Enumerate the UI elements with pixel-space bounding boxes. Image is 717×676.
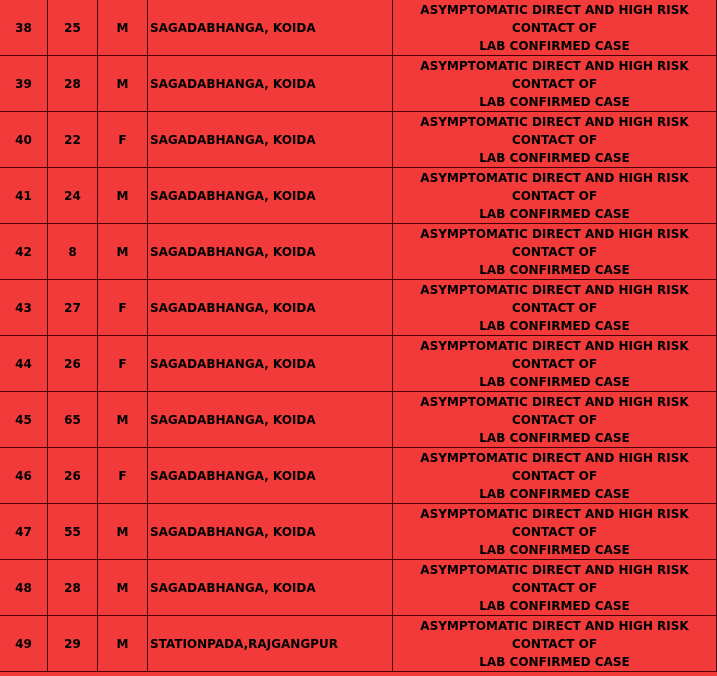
remarks-line-2: LAB CONFIRMED CASE — [479, 486, 630, 501]
sex: F — [118, 132, 127, 147]
sex: M — [116, 636, 129, 651]
address: SAGADABHANGA, KOIDA — [150, 356, 316, 371]
age: 55 — [64, 524, 81, 539]
table-row — [0, 56, 717, 112]
sex-cell[interactable] — [98, 224, 148, 279]
table-row — [0, 504, 717, 560]
address-cell[interactable] — [148, 56, 393, 111]
address-cell[interactable] — [148, 336, 393, 391]
serial-number-cell[interactable] — [0, 616, 48, 671]
address: SAGADABHANGA, KOIDA — [150, 524, 316, 539]
sex-cell[interactable] — [98, 336, 148, 391]
serial-number: 43 — [15, 300, 32, 315]
age: 22 — [64, 132, 81, 147]
remarks — [397, 113, 712, 167]
remarks-line-1: ASYMPTOMATIC DIRECT AND HIGH RISK CONTACT OF — [420, 170, 689, 203]
remarks-cell[interactable] — [393, 112, 717, 167]
remarks — [397, 281, 712, 335]
address-cell[interactable] — [148, 112, 393, 167]
remarks-line-1: ASYMPTOMATIC DIRECT AND HIGH RISK CONTACT OF — [420, 226, 689, 259]
table-row — [0, 336, 717, 392]
age-cell[interactable] — [48, 448, 98, 503]
address: STATIONPADA,RAJGANGPUR — [150, 636, 338, 651]
remarks-line-2: LAB CONFIRMED CASE — [479, 318, 630, 333]
table-row — [0, 0, 717, 56]
address: SAGADABHANGA, KOIDA — [150, 76, 316, 91]
sex: M — [116, 20, 129, 35]
serial-number: 44 — [15, 356, 32, 371]
sex: M — [116, 580, 129, 595]
serial-number: 40 — [15, 132, 32, 147]
address: SAGADABHANGA, KOIDA — [150, 300, 316, 315]
serial-number: 45 — [15, 412, 32, 427]
serial-number: 46 — [15, 468, 32, 483]
age-cell[interactable] — [48, 560, 98, 615]
remarks-line-1: ASYMPTOMATIC DIRECT AND HIGH RISK CONTACT OF — [420, 58, 689, 91]
address-cell[interactable] — [148, 168, 393, 223]
table-row — [0, 280, 717, 336]
address-cell[interactable] — [148, 504, 393, 559]
address-cell[interactable] — [148, 0, 393, 55]
table-row — [0, 616, 717, 672]
address: SAGADABHANGA, KOIDA — [150, 580, 316, 595]
serial-number-cell[interactable] — [0, 112, 48, 167]
age-cell[interactable] — [48, 168, 98, 223]
table-row — [0, 224, 717, 280]
age-cell[interactable] — [48, 280, 98, 335]
serial-number-cell[interactable] — [0, 504, 48, 559]
remarks — [397, 1, 712, 55]
remarks — [397, 561, 712, 615]
remarks-cell[interactable] — [393, 336, 717, 391]
remarks-line-1: ASYMPTOMATIC DIRECT AND HIGH RISK CONTACT OF — [420, 114, 689, 147]
remarks — [397, 617, 712, 671]
remarks — [397, 449, 712, 503]
remarks-cell[interactable] — [393, 168, 717, 223]
address-cell[interactable] — [148, 448, 393, 503]
table-row — [0, 560, 717, 616]
serial-number-cell[interactable] — [0, 336, 48, 391]
remarks-line-1: ASYMPTOMATIC DIRECT AND HIGH RISK CONTACT OF — [420, 2, 689, 35]
address-cell[interactable] — [148, 224, 393, 279]
sex-cell[interactable] — [98, 560, 148, 615]
remarks-line-2: LAB CONFIRMED CASE — [479, 654, 630, 669]
remarks-line-2: LAB CONFIRMED CASE — [479, 94, 630, 109]
sex-cell[interactable] — [98, 280, 148, 335]
sex-cell[interactable] — [98, 616, 148, 671]
sex: M — [116, 412, 129, 427]
remarks-line-2: LAB CONFIRMED CASE — [479, 374, 630, 389]
address-cell[interactable] — [148, 392, 393, 447]
age: 28 — [64, 580, 81, 595]
sex-cell[interactable] — [98, 56, 148, 111]
address: SAGADABHANGA, KOIDA — [150, 468, 316, 483]
age: 25 — [64, 20, 81, 35]
table-row — [0, 448, 717, 504]
remarks-cell[interactable] — [393, 392, 717, 447]
remarks-line-2: LAB CONFIRMED CASE — [479, 150, 630, 165]
age: 26 — [64, 356, 81, 371]
remarks-line-1: ASYMPTOMATIC DIRECT AND HIGH RISK CONTACT OF — [420, 450, 689, 483]
sex-cell[interactable] — [98, 448, 148, 503]
address-cell[interactable] — [148, 280, 393, 335]
age-cell[interactable] — [48, 504, 98, 559]
sex-cell[interactable] — [98, 0, 148, 55]
address-cell[interactable] — [148, 616, 393, 671]
sex: M — [116, 524, 129, 539]
remarks — [397, 169, 712, 223]
address: SAGADABHANGA, KOIDA — [150, 132, 316, 147]
age: 26 — [64, 468, 81, 483]
remarks — [397, 393, 712, 447]
remarks-line-2: LAB CONFIRMED CASE — [479, 542, 630, 557]
serial-number-cell[interactable] — [0, 280, 48, 335]
sex-cell[interactable] — [98, 112, 148, 167]
age-cell[interactable] — [48, 616, 98, 671]
remarks-line-1: ASYMPTOMATIC DIRECT AND HIGH RISK CONTACT OF — [420, 562, 689, 595]
address-cell[interactable] — [148, 560, 393, 615]
serial-number-cell[interactable] — [0, 392, 48, 447]
sex-cell[interactable] — [98, 392, 148, 447]
remarks-cell[interactable] — [393, 560, 717, 615]
remarks-line-1: ASYMPTOMATIC DIRECT AND HIGH RISK CONTACT OF — [420, 282, 689, 315]
remarks-cell[interactable] — [393, 0, 717, 55]
age: 65 — [64, 412, 81, 427]
sex-cell[interactable] — [98, 504, 148, 559]
remarks-line-2: LAB CONFIRMED CASE — [479, 206, 630, 221]
sex: F — [118, 300, 127, 315]
address: SAGADABHANGA, KOIDA — [150, 20, 316, 35]
remarks-line-2: LAB CONFIRMED CASE — [479, 430, 630, 445]
sex: M — [116, 188, 129, 203]
remarks-line-1: ASYMPTOMATIC DIRECT AND HIGH RISK CONTACT OF — [420, 618, 689, 651]
remarks — [397, 337, 712, 391]
sex: M — [116, 76, 129, 91]
serial-number-cell[interactable] — [0, 448, 48, 503]
remarks — [397, 505, 712, 559]
age-cell[interactable] — [48, 112, 98, 167]
serial-number: 48 — [15, 580, 32, 595]
sex-cell[interactable] — [98, 168, 148, 223]
sex: M — [116, 244, 129, 259]
age: 27 — [64, 300, 81, 315]
remarks-line-2: LAB CONFIRMED CASE — [479, 38, 630, 53]
remarks-line-1: ASYMPTOMATIC DIRECT AND HIGH RISK CONTACT OF — [420, 394, 689, 427]
serial-number-cell[interactable] — [0, 224, 48, 279]
serial-number: 41 — [15, 188, 32, 203]
remarks-cell[interactable] — [393, 224, 717, 279]
address: SAGADABHANGA, KOIDA — [150, 188, 316, 203]
age: 24 — [64, 188, 81, 203]
remarks-line-2: LAB CONFIRMED CASE — [479, 598, 630, 613]
table-row — [0, 168, 717, 224]
serial-number: 47 — [15, 524, 32, 539]
age-cell[interactable] — [48, 224, 98, 279]
sex: F — [118, 468, 127, 483]
serial-number: 42 — [15, 244, 32, 259]
serial-number-cell[interactable] — [0, 0, 48, 55]
serial-number-cell[interactable] — [0, 560, 48, 615]
age: 8 — [68, 244, 77, 259]
serial-number-cell[interactable] — [0, 168, 48, 223]
remarks-cell[interactable] — [393, 504, 717, 559]
serial-number: 49 — [15, 636, 32, 651]
remarks-cell[interactable] — [393, 616, 717, 671]
table-row — [0, 392, 717, 448]
remarks-line-1: ASYMPTOMATIC DIRECT AND HIGH RISK CONTACT OF — [420, 506, 689, 539]
age-cell[interactable] — [48, 336, 98, 391]
remarks-line-1: ASYMPTOMATIC DIRECT AND HIGH RISK CONTACT OF — [420, 338, 689, 371]
age: 29 — [64, 636, 81, 651]
age-cell[interactable] — [48, 392, 98, 447]
serial-number: 39 — [15, 76, 32, 91]
remarks-cell[interactable] — [393, 280, 717, 335]
age-cell[interactable] — [48, 0, 98, 55]
remarks-cell[interactable] — [393, 448, 717, 503]
address: SAGADABHANGA, KOIDA — [150, 244, 316, 259]
age: 28 — [64, 76, 81, 91]
serial-number: 38 — [15, 20, 32, 35]
remarks-line-2: LAB CONFIRMED CASE — [479, 262, 630, 277]
table-row — [0, 112, 717, 168]
remarks — [397, 57, 712, 111]
age-cell[interactable] — [48, 56, 98, 111]
sex: F — [118, 356, 127, 371]
serial-number-cell[interactable] — [0, 56, 48, 111]
remarks-cell[interactable] — [393, 56, 717, 111]
remarks — [397, 225, 712, 279]
address: SAGADABHANGA, KOIDA — [150, 412, 316, 427]
